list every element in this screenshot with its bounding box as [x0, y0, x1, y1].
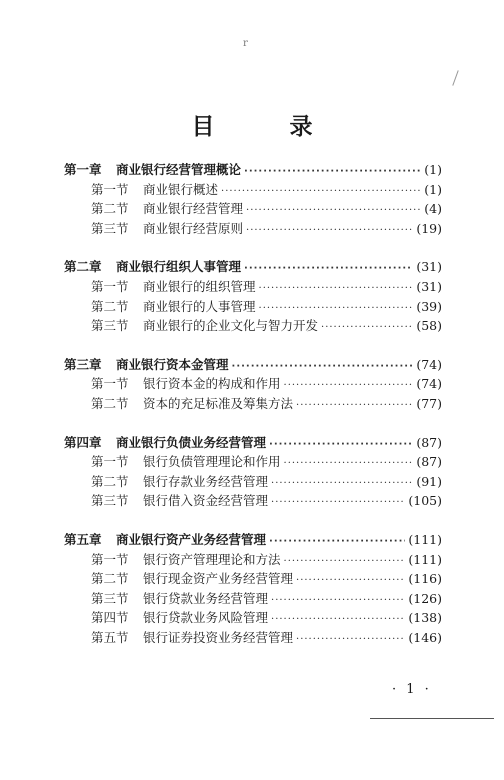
section-entry-title: 银行负债管理理论和作用: [143, 454, 281, 470]
footer-rule: [370, 718, 494, 719]
section-entry-title: 商业银行的人事管理: [143, 298, 256, 314]
chapter-entry-page: (111): [408, 531, 442, 547]
section-entry[interactable]: [64, 394, 442, 414]
section-entry[interactable]: [64, 199, 442, 219]
leader-dots: [232, 361, 414, 372]
chapter-entry-page: (87): [416, 434, 442, 450]
section-entry-number: 第一节: [91, 376, 129, 392]
leader-dots: [296, 400, 413, 411]
section-entry-title: 商业银行经营原则: [143, 220, 244, 236]
section-entry-title: 银行证券投资业务经营管理: [143, 629, 294, 645]
leader-dots: [296, 575, 405, 586]
toc-chapter: [64, 160, 442, 238]
section-entry[interactable]: [64, 277, 442, 297]
chapter-entry-number: 第四章: [64, 434, 102, 450]
chapter-entry-number: 第五章: [64, 531, 102, 547]
toc-chapter: [64, 530, 442, 648]
section-entry-page: (19): [416, 220, 442, 236]
page-title: 目 录: [191, 114, 339, 140]
scan-stroke: [452, 70, 458, 85]
section-entry[interactable]: [64, 550, 442, 570]
section-entry-title: 银行资本金的构成和作用: [143, 376, 281, 392]
section-entry-page: (58): [416, 318, 442, 334]
section-entry-number: 第三节: [91, 590, 129, 606]
chapter-entry-title: 商业银行资本金管理: [116, 356, 229, 372]
leader-dots: [271, 478, 413, 489]
section-entry-title: 商业银行的企业文化与智力开发: [143, 318, 319, 334]
leader-dots: [246, 205, 421, 216]
section-entry-number: 第三节: [91, 220, 129, 236]
scan-mark: r: [243, 38, 248, 49]
section-entry-page: (105): [408, 493, 442, 509]
section-entry-page: (74): [416, 376, 442, 392]
leader-dots: [296, 634, 405, 645]
section-entry-number: 第二节: [91, 298, 129, 314]
section-entry-title: 商业银行概述: [143, 181, 219, 197]
section-entry-number: 第三节: [91, 493, 129, 509]
section-entry-page: (146): [408, 629, 442, 645]
section-entry-number: 第二节: [91, 395, 129, 411]
leader-dots: [221, 186, 421, 197]
section-entry[interactable]: [64, 316, 442, 336]
section-entry[interactable]: [64, 219, 442, 239]
section-entry-number: 第二节: [91, 571, 129, 587]
section-entry-page: (126): [408, 590, 442, 606]
section-entry[interactable]: [64, 452, 442, 472]
section-entry-page: (1): [424, 181, 442, 197]
section-entry[interactable]: [64, 589, 442, 609]
chapter-entry-title: 商业银行负债业务经营管理: [116, 434, 267, 450]
section-entry-number: 第二节: [91, 473, 129, 489]
leader-dots: [259, 303, 414, 314]
section-entry-title: 银行现金资产业务经营管理: [143, 571, 294, 587]
chapter-entry-page: (31): [416, 259, 442, 275]
chapter-entry[interactable]: [64, 257, 442, 277]
section-entry-number: 第四节: [91, 610, 129, 626]
section-entry[interactable]: [64, 628, 442, 648]
leader-dots: [269, 536, 405, 547]
chapter-entry-title: 商业银行组织人事管理: [116, 259, 242, 275]
section-entry-number: 第三节: [91, 318, 129, 334]
section-entry-page: (116): [408, 571, 442, 587]
chapter-entry[interactable]: [64, 530, 442, 550]
leader-dots: [271, 497, 405, 508]
section-entry[interactable]: [64, 608, 442, 628]
leader-dots: [244, 263, 413, 274]
page-number: · 1 ·: [392, 682, 432, 697]
leader-dots: [269, 439, 413, 450]
section-entry-title: 银行借入资金经营管理: [143, 493, 269, 509]
section-entry-title: 银行资产管理理论和方法: [143, 551, 281, 567]
section-entry[interactable]: [64, 374, 442, 394]
section-entry-title: 商业银行经营管理: [143, 201, 244, 217]
leader-dots: [321, 322, 413, 333]
leader-dots: [284, 556, 406, 567]
chapter-entry-page: (1): [424, 162, 442, 177]
section-entry-title: 银行贷款业务风险管理: [143, 610, 269, 626]
chapter-entry-title: 商业银行经营管理概论: [116, 162, 242, 177]
leader-dots: [259, 283, 414, 294]
section-entry-page: (31): [416, 278, 442, 294]
section-entry-page: (138): [408, 610, 442, 626]
section-entry-number: 第一节: [91, 454, 129, 470]
leader-dots: [284, 458, 414, 469]
section-entry-title: 资本的充足标准及筹集方法: [143, 395, 294, 411]
chapter-entry-number: 第一章: [64, 162, 102, 177]
leader-dots: [271, 595, 405, 606]
section-entry[interactable]: [64, 472, 442, 492]
leader-dots: [271, 614, 405, 625]
chapter-entry-number: 第三章: [64, 356, 102, 372]
leader-dots: [284, 380, 414, 391]
toc-chapter: [64, 257, 442, 335]
section-entry[interactable]: [64, 491, 442, 511]
table-of-contents: [64, 160, 442, 666]
chapter-entry[interactable]: [64, 160, 442, 180]
section-entry-page: (111): [408, 551, 442, 567]
section-entry[interactable]: [64, 297, 442, 317]
leader-dots: [244, 166, 421, 177]
section-entry-page: (4): [424, 201, 442, 217]
chapter-entry-title: 商业银行资产业务经营管理: [116, 531, 267, 547]
chapter-entry-page: (74): [416, 356, 442, 372]
section-entry-title: 商业银行的组织管理: [143, 278, 256, 294]
section-entry-number: 第五节: [91, 629, 129, 645]
section-entry-page: (91): [416, 473, 442, 489]
leader-dots: [246, 225, 413, 236]
section-entry-page: (87): [416, 454, 442, 470]
chapter-entry-number: 第二章: [64, 259, 102, 275]
section-entry[interactable]: [64, 180, 442, 200]
chapter-entry[interactable]: [64, 355, 442, 375]
section-entry-number: 第一节: [91, 551, 129, 567]
section-entry-number: 第一节: [91, 278, 129, 294]
chapter-entry[interactable]: [64, 433, 442, 453]
toc-chapter: [64, 433, 442, 511]
section-entry-page: (39): [416, 298, 442, 314]
section-entry-title: 银行存款业务经营管理: [143, 473, 269, 489]
section-entry-page: (77): [416, 395, 442, 411]
section-entry[interactable]: [64, 569, 442, 589]
section-entry-number: 第一节: [91, 181, 129, 197]
section-entry-title: 银行贷款业务经营管理: [143, 590, 269, 606]
toc-chapter: [64, 355, 442, 414]
section-entry-number: 第二节: [91, 201, 129, 217]
